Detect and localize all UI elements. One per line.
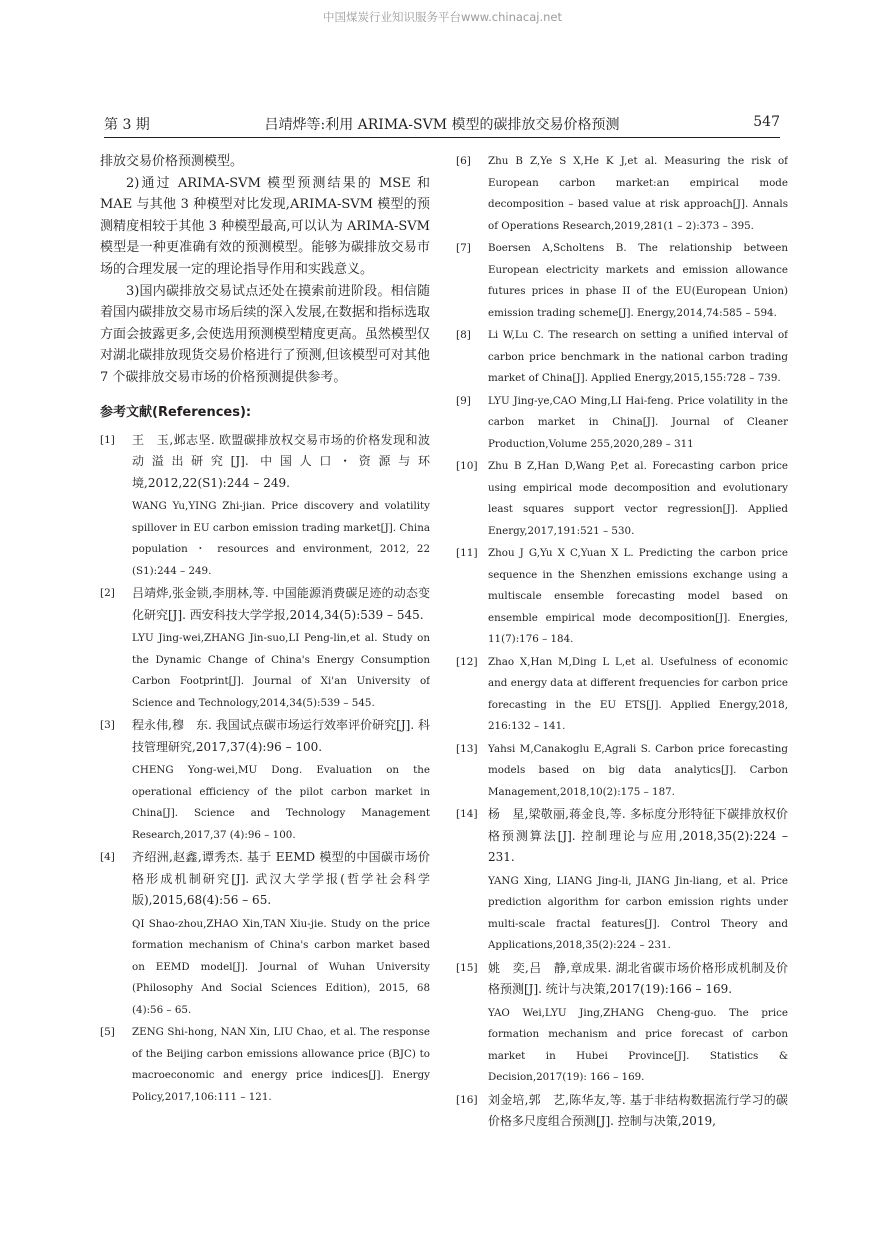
reference-item <box>456 391 788 456</box>
reference-item <box>100 715 430 846</box>
reference-number: [9] <box>456 394 471 407</box>
reference-text-en: YAO Wei,LYU Jing,ZHANG Cheng-guo. The price formation mechanism and price forecast of carbon market in Hubei Province[J]. Statistics & Decision,2017(19): 166 – 169. <box>488 1006 788 1083</box>
reference-number: [15] <box>456 961 478 974</box>
reference-text-en: Zhao X,Han M,Ding L L,et al. Usefulness of economic and energy data at different frequencies for carbon price forecasting in the EU ETS[J]. Applied Energy,2018, 216:132 – 141. <box>488 655 788 732</box>
left-column <box>100 151 430 1211</box>
reference-item <box>100 583 430 714</box>
reference-text-en: ZENG Shi-hong, NAN Xin, LIU Chao, et al. The response of the Beijing carbon emissions allowance price (BJC) to macroeconomic and energy price indices[J]. Energy Policy,2017,106:111 – 121. <box>132 1026 430 1103</box>
paragraph-continuation: 排放交易价格预测模型。 <box>100 154 244 169</box>
reference-text-en: LYU Jing-ye,CAO Ming,LI Hai-feng. Price volatility in the carbon market in China[J]. Journal of Cleaner Production,Volume 255,2020,289 – 311 <box>488 394 788 450</box>
reference-text-en: Boersen A,Scholtens B. The relationship between European electricity markets and emission allowance futures prices in phase II of the EU(European Union) emission trading scheme[J]. Energy,2014,74:585 – 594. <box>488 242 788 319</box>
reference-item <box>456 238 788 324</box>
page-number: 547 <box>753 114 780 130</box>
reference-number: [7] <box>456 242 471 254</box>
reference-text-en: CHENG Yong-wei,MU Dong. Evaluation on the operational efficiency of the pilot carbon market in China[J]. Science and Technology Management Research,2017,37 (4):96 – 100. <box>132 764 430 841</box>
reference-text-en: YANG Xing, LIANG Jing-li, JIANG Jin-liang, et al. Price prediction algorithm for carbon emission rights under multi-scale fractal features[J]. Control Theory and Applications,2018,35(2):224 – 231. <box>488 874 788 951</box>
reference-number: [8] <box>456 329 471 341</box>
reference-number: [12] <box>456 655 478 668</box>
reference-text-en: WANG Yu,YING Zhi-jian. Price discovery and volatility spillover in EU carbon emission trading market[J]. China population ・ resources and environment, 2012, 22 (S1):244 – 249. <box>132 500 430 577</box>
reference-number: [1] <box>100 433 115 446</box>
reference-text-cn: 刘金培,郭 艺,陈华友,等. 基于非结构数据流行学习的碳价格多尺度组合预测[J]. 控制与决策,2019, <box>488 1092 788 1128</box>
reference-item <box>456 1090 788 1133</box>
running-title: 吕靖烨等:利用 ARIMA-SVM 模型的碳排放交易价格预测 <box>264 117 620 133</box>
reference-number: [11] <box>456 547 478 559</box>
reference-number: [3] <box>100 719 115 732</box>
reference-item <box>456 456 788 542</box>
reference-item <box>100 1022 430 1108</box>
issue-label: 第 3 期 <box>104 117 150 133</box>
reference-text-cn: 王 玉,邺志坚. 欧盟碳排放权交易市场的价格发现和波动溢出研究[J]. 中国人口・资源与环境,2012,22(S1):244 – 249. <box>132 432 430 490</box>
reference-text-cn: 杨 星,梁敬丽,蒋金良,等. 多标度分形特征下碳排放权价格预测算法[J]. 控制理论与应用,2018,35(2):224 – 231. <box>488 807 788 864</box>
reference-text-en: Zhu B Z,Ye S X,He K J,et al. Measuring the risk of European carbon market:an empirical mode decomposition – based value at risk approach[J]. Annals of Operations Research,2019,281(1 – 2):373 – 395. <box>488 155 788 232</box>
reference-number: [6] <box>456 155 471 167</box>
paragraph-conclusion-3: 3)国内碳排放交易试点还处在摸索前进阶段。相信随着国内碳排放交易市场后续的深入发展,在数据和指标选取方面会披露更多,会使选用预测模型精度更高。虽然模型仅对湖北碳排放现货交易价格进行了预测,但该模型可对其他 7 个碳排放交易市场的价格预测提供参考。 <box>100 283 430 385</box>
right-column <box>456 151 788 1211</box>
reference-text-en: Li W,Lu C. The research on setting a unified interval of carbon price benchmark in the national carbon trading market of China[J]. Applied Energy,2015,155:728 – 739. <box>488 329 788 384</box>
reference-item <box>456 739 788 804</box>
reference-text-cn: 程永伟,穆 东. 我国试点碳市场运行效率评价研究[J]. 科技管理研究,2017,37(4):96 – 100. <box>132 718 430 754</box>
running-header <box>104 114 780 136</box>
reference-text-cn: 齐绍洲,赵鑫,谭秀杰. 基于 EEMD 模型的中国碳市场价格形成机制研究[J]. 武汉大学学报(哲学社会科学版),2015,68(4):56 – 65. <box>132 850 430 908</box>
reference-item <box>456 958 788 1089</box>
reference-text-en: Zhu B Z,Han D,Wang P,et al. Forecasting carbon price using empirical mode decomposition and evolutionary least squares support vector regression[J]. Applied Energy,2017,191:521 – 530. <box>488 460 788 537</box>
reference-item <box>456 652 788 738</box>
reference-item <box>456 325 788 390</box>
reference-text-en: QI Shao-zhou,ZHAO Xin,TAN Xiu-jie. Study on the price formation mechanism of China's carbon market based on EEMD model[J]. Journal of Wuhan University (Philosophy And Social Sciences Edition), 2015, 68 (4):56 – 65. <box>132 917 430 1016</box>
reference-item <box>456 151 788 237</box>
watermark-text: 中国煤炭行业知识服务平台www.chinacaj.net <box>322 10 563 24</box>
reference-text-en: Yahsi M,Canakoglu E,Agrali S. Carbon price forecasting models based on big data analytics[J]. Carbon Management,2018,10(2):175 – 187. <box>488 742 788 798</box>
paragraph-conclusion-2: 2)通过 ARIMA-SVM 模型预测结果的 MSE 和 MAE 与其他 3 种模型对比发现,ARIMA-SVM 模型的预测精度相较于其他 3 种模型最高,可以认为 ARIMA-SVM 模型是一种更准确有效的预测模型。能够为碳排放交易市场的合理发展一定的理论指导作用和实践意义。 <box>100 175 430 277</box>
reference-item <box>456 543 788 651</box>
reference-item <box>100 430 430 583</box>
reference-item <box>100 847 430 1021</box>
reference-number: [2] <box>100 587 115 600</box>
reference-number: [5] <box>100 1026 115 1039</box>
header-divider <box>104 137 780 138</box>
reference-number: [13] <box>456 742 478 755</box>
reference-number: [10] <box>456 460 478 472</box>
reference-item <box>456 804 788 957</box>
reference-number: [4] <box>100 851 115 864</box>
reference-text-cn: 姚 奕,吕 静,章成果. 湖北省碳市场价格形成机制及价格预测[J]. 统计与决策,2017(19):166 – 169. <box>488 960 788 996</box>
reference-number: [16] <box>456 1093 478 1106</box>
reference-text-en: LYU Jing-wei,ZHANG Jin-suo,LI Peng-lin,et al. Study on the Dynamic Change of China's Energy Consumption Carbon Footprint[J]. Journal of Xi'an University of Science and Technology,2014,34(5):539 – 545. <box>132 632 430 709</box>
reference-text-cn: 吕靖烨,张金锁,李朋林,等. 中国能源消费碳足迹的动态变化研究[J]. 西安科技大学学报,2014,34(5):539 – 545. <box>132 586 430 622</box>
reference-text-en: Zhou J G,Yu X C,Yuan X L. Predicting the carbon price sequence in the Shenzhen emissions exchange using a multiscale ensemble forecasting model based on ensemble empirical mode decomposition[J]. Energies, 11(7):176 – 184. <box>488 547 788 645</box>
references-heading: 参考文献(References): <box>100 404 252 420</box>
reference-number: [14] <box>456 808 478 820</box>
